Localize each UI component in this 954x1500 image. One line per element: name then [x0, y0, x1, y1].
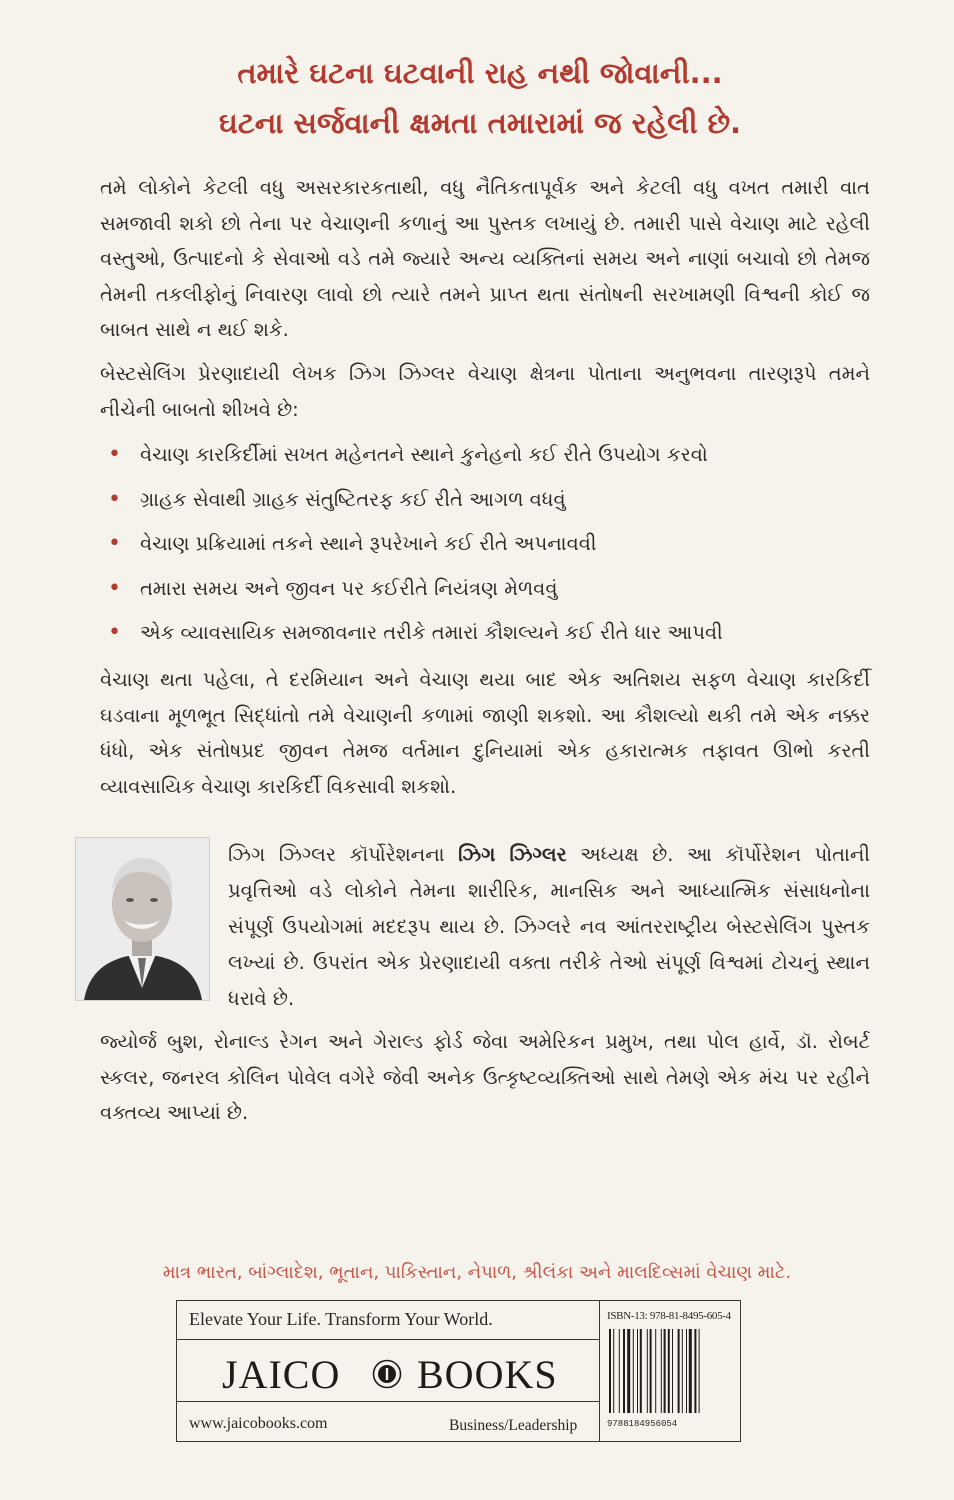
publisher-website: www.jaicobooks.com	[189, 1415, 328, 1432]
barcode-bar	[640, 1329, 642, 1413]
author-bio	[228, 837, 870, 1017]
list-item-text: વેચાણ કારકિર્દીમાં સખત મહેનતને સ્થાને કુનેહનો કઈ રીતે ઉપયોગ કરવો	[140, 443, 708, 466]
barcode-bar	[699, 1329, 700, 1413]
barcode-bar	[682, 1329, 683, 1413]
list-item	[100, 433, 870, 478]
author-bio-rest: અધ્યક્ષ છે. આ કૉર્પોરેશન પોતાની પ્રવૃત્તિઓ વડે લોકોને તેમના શારીરિક, માનસિક અને આધ્યાત્મિક સંસાધનોના સંપૂર્ણ ઉપયોગમાં મદદરૂપ થાય છે. ઝિગ્લરે નવ આંતરરાષ્ટ્રીય બેસ્ટસેલિંગ પુસ્તક લખ્યાં છે. ઉપરાંત એક પ્રેરણાદાયી વક્તા તરીકે તેઓ સંપૂર્ણ વિશ્વમાં ટોચનું સ્થાન ધરાવે છે.	[228, 843, 870, 1010]
list-item	[100, 567, 870, 612]
bullet-icon: •	[108, 486, 121, 512]
barcode-bar	[650, 1329, 652, 1413]
isbn-label: ISBN-13: 978-81-8495-605-4	[607, 1310, 731, 1322]
divider	[177, 1401, 599, 1402]
barcode-bar	[647, 1329, 648, 1413]
list-item-text: વેચાણ પ્રક્રિયામાં તકને સ્થાને રૂપરેખાને કઈ રીતે અપનાવવી	[140, 532, 597, 555]
barcode-bar	[678, 1329, 680, 1413]
barcode-bar	[613, 1329, 614, 1413]
barcode-bar	[637, 1329, 638, 1413]
divider	[599, 1301, 600, 1441]
book-category: Business/Leadership	[449, 1417, 578, 1434]
list-item-text: ગ્રાહક સેવાથી ગ્રાહક સંતુષ્ટિતરફ કઈ રીતે આગળ વધવું	[140, 487, 566, 511]
bullet-icon: •	[108, 442, 121, 467]
barcode-bar	[661, 1329, 662, 1413]
divider	[177, 1339, 599, 1340]
list-item-text: એક વ્યાવસાયિક સમજાવનાર તરીકે તમારાં કૌશલ્યને કઈ રીતે ધાર આપવી	[140, 621, 723, 644]
barcode-number: 9788184956054	[607, 1419, 678, 1429]
barcode-bar	[668, 1329, 670, 1413]
bullet-icon: •	[108, 531, 121, 556]
barcode-bar	[686, 1329, 687, 1413]
list-item-text: તમારા સમય અને જીવન પર કઈરીતે નિયંત્રણ મેળવવું	[140, 576, 558, 600]
publisher-tagline: Elevate Your Life. Transform Your World.	[189, 1309, 493, 1329]
barcode-bar	[627, 1329, 630, 1413]
barcode-icon	[607, 1329, 733, 1415]
brand-name-right: BOOKS	[417, 1352, 558, 1397]
speakers-paragraph: જ્યોર્જ બુશ, રોનાલ્ડ રેગન અને ગેરાલ્ડ ફોર્ડ જેવા અમેરિકન પ્રમુખ, તથા પોલ હાર્વે, ડૉ. રોબર્ટ સ્કલર, જનરલ કોલિન પોવેલ વગેરે જેવી અનેક ઉત્કૃષ્ટવ્યક્તિઓ સાથે તેમણે એક મંચ પર રહીને વક્તવ્ય આપ્યાં છે.	[100, 1030, 870, 1124]
headline-line-2: ઘટના સર્જવાની ક્ષમતા તમારામાં જ રહેલી છે.	[218, 106, 742, 140]
author-portrait-icon	[76, 838, 209, 1000]
barcode-bar	[655, 1329, 656, 1413]
lead-paragraph: બેસ્ટસેલિંગ પ્રેરણાદાયી લેખક ઝિગ ઝિગ્લર વેચાણ ક્ષેત્રના પોતાના અનુભવના તારણરૂપે તમને નીચેની બાબતો શીખવે છે:	[100, 362, 870, 421]
headline-line-1: તમારે ઘટના ઘટવાની રાહ નથી જોવાની...	[237, 56, 723, 90]
brand-name-left: JAICO	[222, 1352, 341, 1397]
barcode-bar	[623, 1329, 625, 1413]
publisher-block	[176, 1300, 741, 1442]
author-name: ઝિગ ઝિગ્લર	[458, 843, 567, 866]
bullet-icon: •	[108, 575, 121, 601]
barcode-bar	[672, 1329, 673, 1413]
jaico-logo-icon	[372, 1359, 402, 1389]
list-item	[100, 478, 870, 523]
barcode-bar	[689, 1329, 692, 1413]
list-item	[100, 611, 870, 656]
lessons-list	[100, 433, 870, 656]
barcode-bar	[619, 1329, 620, 1413]
barcode-bar	[609, 1329, 611, 1413]
intro-paragraph: તમે લોકોને કેટલી વધુ અસરકારકતાથી, વધુ નૈતિકતાપૂર્વક અને કેટલી વધુ વખત તમારી વાત સમજાવી શકો છો તેના પર વેચાણની કળાનું આ પુસ્તક લખાયું છે. તમારી પાસે વેચાણ માટે રહેલી વસ્તુઓ, ઉત્પાદનો કે સેવાઓ વડે તમે જ્યારે અન્ય વ્યક્તિનાં સમય અને નાણાં બચાવો છો તેમજ તેમની તકલીફોનું નિવારણ લાવો છો ત્યારે તમને પ્રાપ્ત થતા સંતોષની સરખામણી વિશ્વની કોઈ જ બાબત સાથે ન થઈ શકે.	[100, 176, 870, 341]
barcode-bar	[694, 1329, 696, 1413]
author-photo	[75, 837, 210, 1001]
closing-paragraph: વેચાણ થતા પહેલા, તે દરમિયાન અને વેચાણ થયા બાદ એક અતિશય સફળ વેચાણ કારકિર્દી ઘડવાના મૂળભૂત સિદ્ધાંતો તમે વેચાણની કળામાં જાણી શકશો. આ કૌશલ્યો થકી તમે એક નક્કર ધંધો, એક સંતોષપ્રદ જીવન તેમજ વર્તમાન દુનિયામાં એક હકારાત્મક તફાવત ઊભો કરતી વ્યાવસાયિક વેચાણ કારકિર્દી વિકસાવી શકશો.	[100, 668, 870, 798]
list-item	[100, 522, 870, 567]
bullet-icon: •	[108, 620, 121, 645]
barcode-bar	[633, 1329, 634, 1413]
barcode-bar	[664, 1329, 666, 1413]
distribution-note: માત્ર ભારત, બાંગ્લાદેશ, ભૂતાન, પાકિસ્તાન, નેપાળ, શ્રીલંકા અને માલદિવ્સમાં વેચાણ માટે.	[162, 1262, 792, 1283]
author-bio-prefix: ઝિગ ઝિગ્લર કૉર્પોરેશનના	[228, 843, 459, 866]
